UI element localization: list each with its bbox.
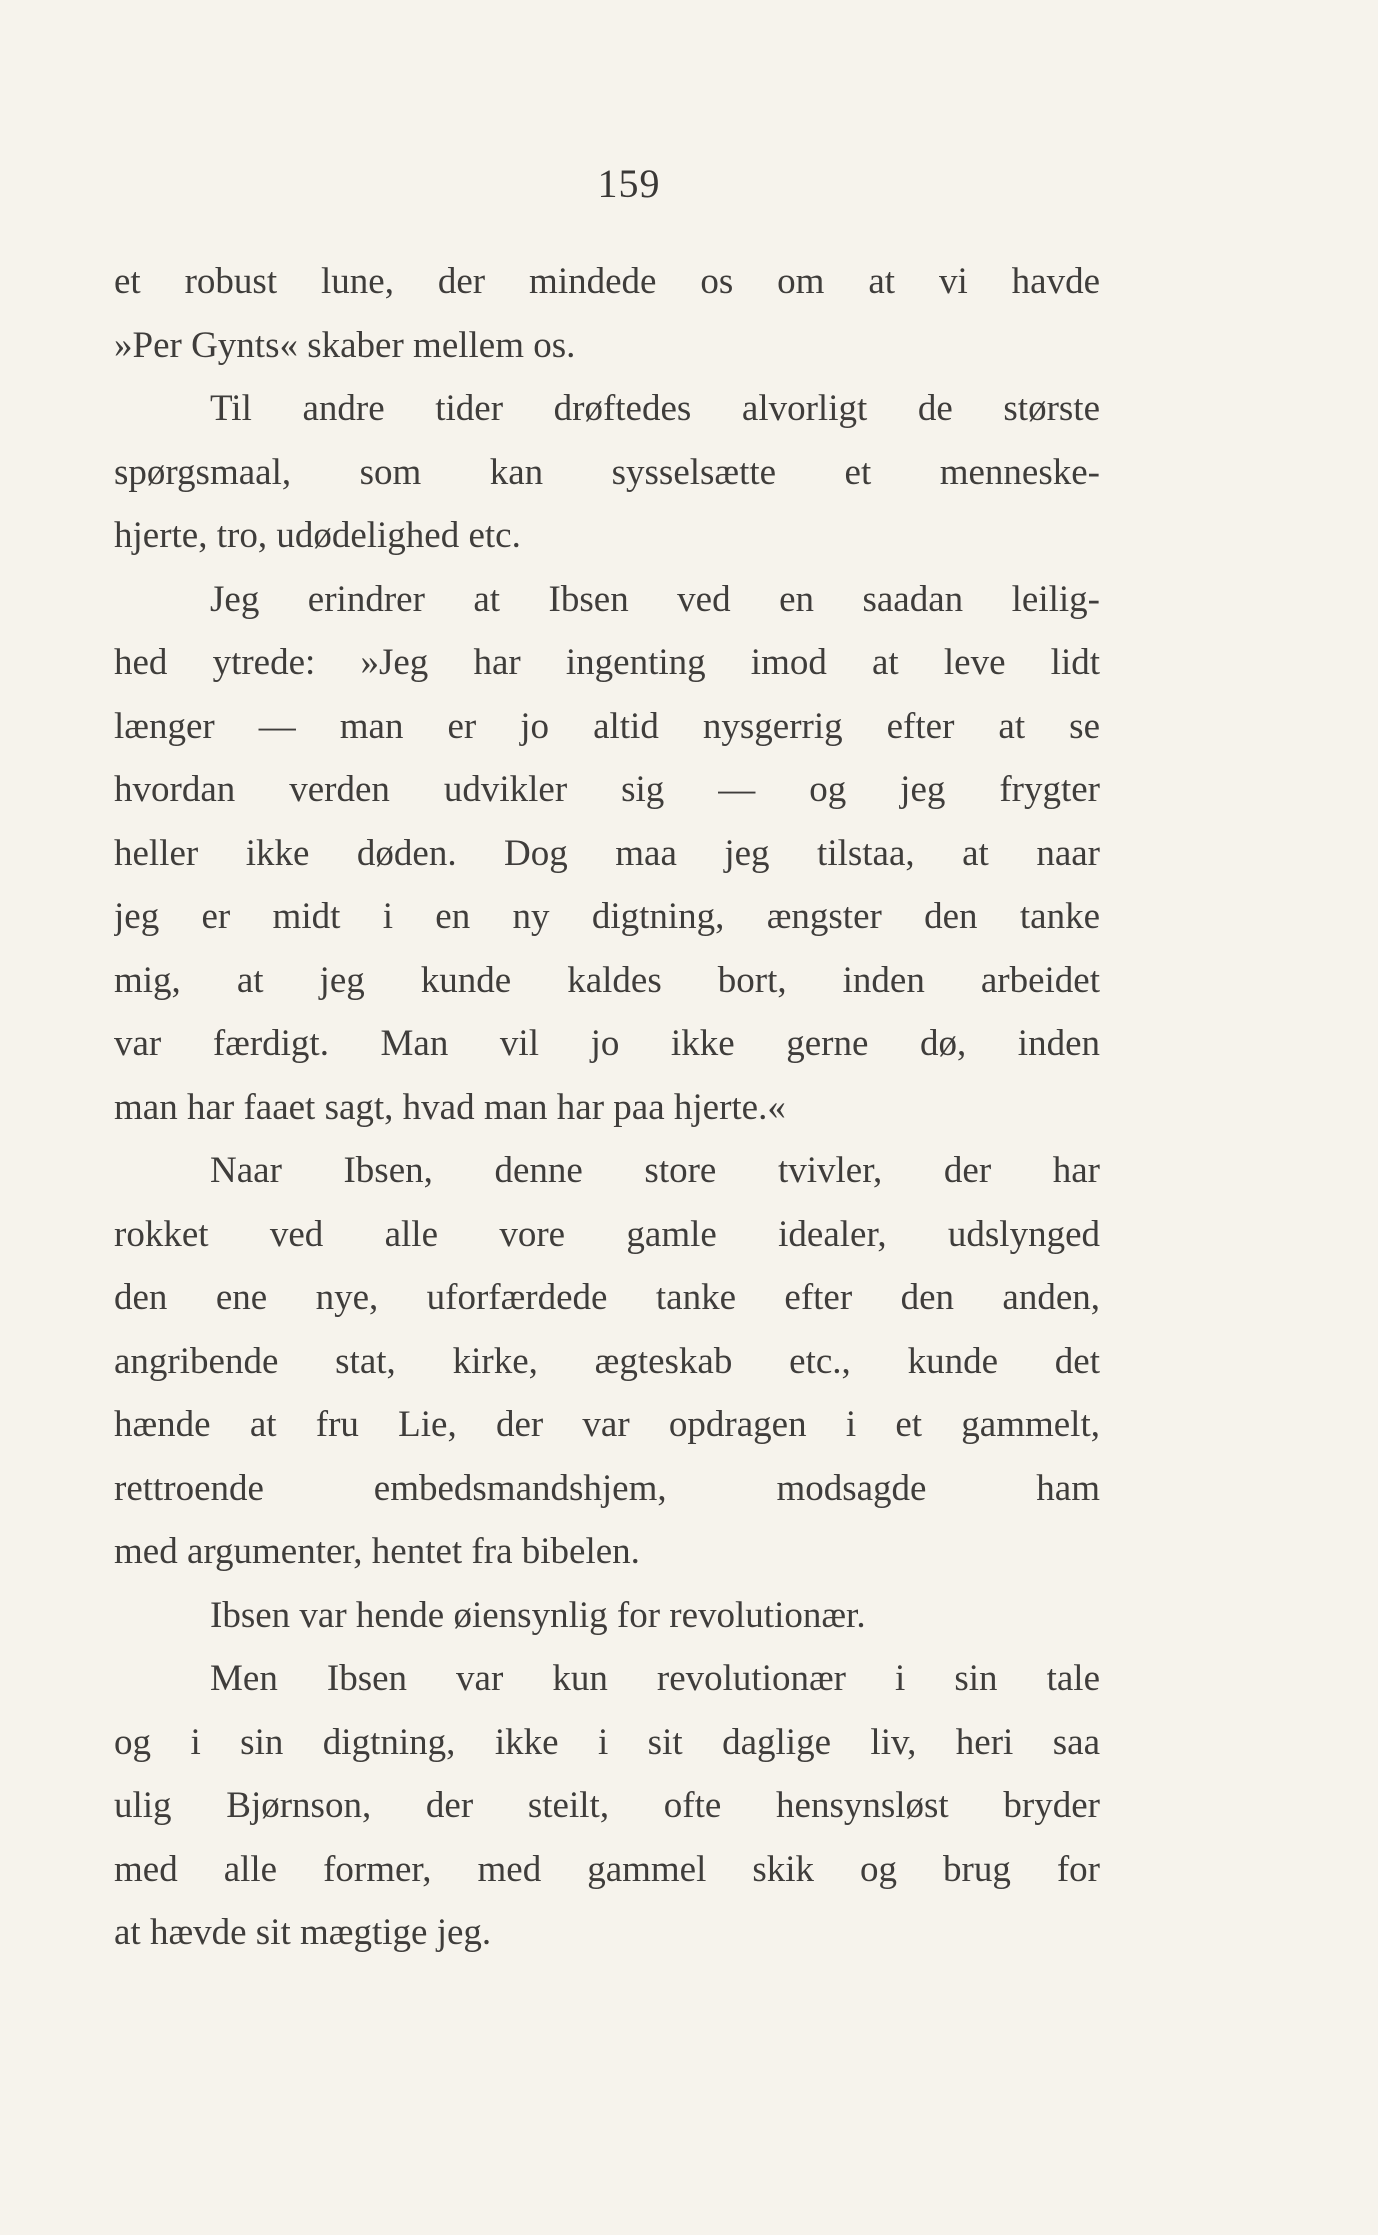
- text-line: jeg er midt i en ny digtning, ængster den tanke: [114, 896, 1100, 937]
- text-line: hænde at fru Lie, der var opdragen i et gammelt,: [114, 1404, 1100, 1445]
- text-line: Til andre tider drøftedes alvorligt de største: [210, 388, 1100, 429]
- text-line: ulig Bjørnson, der steilt, ofte hensynsløst bryder: [114, 1785, 1100, 1826]
- text-line: Ibsen var hende øiensynlig for revolutionær.: [210, 1594, 866, 1636]
- text-line: angribende stat, kirke, ægteskab etc., kunde det: [114, 1340, 1100, 1382]
- text-line: og i sin digtning, ikke i sit daglige liv, heri saa: [114, 1721, 1100, 1763]
- text-line: Men Ibsen var kun revolutionær i sin tale: [210, 1658, 1100, 1699]
- text-line: var færdigt. Man vil jo ikke gerne dø, inden: [114, 1023, 1100, 1064]
- text-line: at hævde sit mægtige jeg.: [114, 1912, 492, 1953]
- text-line: »Per Gynts« skaber mellem os.: [114, 324, 576, 366]
- text-line: rokket ved alle vore gamle idealer, udslynged: [114, 1213, 1100, 1255]
- text-line: hjerte, tro, udødelighed etc.: [114, 515, 521, 556]
- text-line: med argumenter, hentet fra bibelen.: [114, 1531, 640, 1572]
- text-line: hed ytrede: »Jeg har ingenting imod at leve lidt: [114, 642, 1100, 683]
- text-line: heller ikke døden. Dog maa jeg tilstaa, at naar: [114, 832, 1100, 874]
- text-line: man har faaet sagt, hvad man har paa hjerte.«: [114, 1086, 786, 1128]
- body-text: [114, 250, 1100, 1965]
- text-line: længer — man er jo altid nysgerrig efter at se: [114, 705, 1100, 747]
- text-line: mig, at jeg kunde kaldes bort, inden arbeidet: [114, 959, 1100, 1001]
- text-line: Naar Ibsen, denne store tvivler, der har: [210, 1150, 1100, 1191]
- text-line: rettroende embedsmandshjem, modsagde ham: [114, 1467, 1100, 1509]
- page-number: 159: [597, 161, 661, 206]
- text-line: et robust lune, der mindede os om at vi havde: [114, 261, 1100, 302]
- text-line: spørgsmaal, som kan sysselsætte et menneske-: [114, 451, 1100, 493]
- text-line: Jeg erindrer at Ibsen ved en saadan leilig-: [210, 578, 1100, 620]
- text-line: den ene nye, uforfærdede tanke efter den anden,: [114, 1277, 1100, 1318]
- text-line: med alle former, med gammel skik og brug for: [114, 1848, 1100, 1890]
- text-line: hvordan verden udvikler sig — og jeg frygter: [114, 769, 1100, 810]
